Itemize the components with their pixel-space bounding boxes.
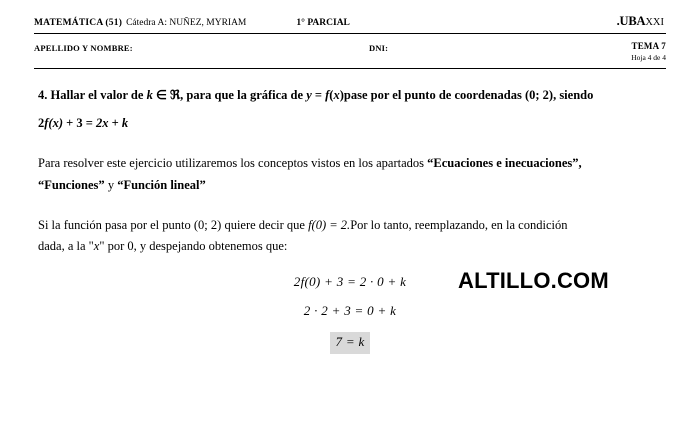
explanation-1-pre: Para resolver este ejercicio utilizaremos los conceptos vistos en los apartados <box>38 155 428 170</box>
explanation-2-line2-post: " por 0, y despejando obtenemos que: <box>99 239 288 254</box>
equation-line-1: 2f(0) + 3 = 2 · 0 + k <box>293 274 407 290</box>
tema-block <box>631 41 666 62</box>
logo-dot: . <box>616 14 620 28</box>
question-statement <box>38 84 662 107</box>
question-equals: = <box>314 88 322 102</box>
header-divider-top <box>34 33 666 34</box>
question-text-4: , siendo <box>553 88 594 102</box>
question-paren-open: ( <box>329 88 334 102</box>
cond-func-f: f <box>44 115 49 130</box>
parcial-label: 1° PARCIAL <box>296 18 350 28</box>
question-var-y: y <box>306 88 312 102</box>
question-func-f: f <box>325 88 330 102</box>
catedra-label: Cátedra A: NUÑEZ, MYRIAM <box>126 18 247 28</box>
explanation-1-mid: y <box>104 177 118 192</box>
apellido-label: APELLIDO Y NOMBRE: <box>34 43 133 53</box>
question-text-2: , para que la gráfica de <box>180 88 304 102</box>
explanation-2-line2-pre: dada, a la " <box>38 239 94 254</box>
hoja-label: Hoja 4 de 4 <box>631 53 666 62</box>
equation-line-2: 2 · 2 + 3 = 0 + k <box>303 303 397 319</box>
question-paren-close: ) <box>339 88 344 102</box>
topic-ecuaciones: “Ecuaciones e inecuaciones”, <box>427 155 582 170</box>
cond-two-x: 2x <box>96 115 109 130</box>
explanation-paragraph-1 <box>38 153 662 197</box>
logo-uba-text: UBA <box>619 14 646 28</box>
question-condition-line <box>38 113 662 135</box>
cond-k: k <box>121 115 129 130</box>
header-top-row <box>34 14 666 30</box>
header-divider-bottom <box>34 68 666 69</box>
cond-plus-three-equals: + 3 = <box>66 115 93 130</box>
question-text-1: Hallar el valor de <box>50 88 144 102</box>
equation-result-highlighted: 7 = k <box>330 332 369 354</box>
explanation-2-line2-x: x <box>93 239 100 254</box>
explanation-2-mid: quiere decir que <box>221 217 309 232</box>
equation-line-3-wrapper <box>38 332 662 354</box>
explanation-2-f0: f(0) = 2. <box>308 217 351 232</box>
explanation-2-point: (0; 2) <box>193 217 222 232</box>
question-reals-symbol: ℜ <box>169 87 181 102</box>
altillo-watermark: ALTILLO.COM <box>458 268 609 293</box>
logo-xxi-text: XXI <box>645 17 664 28</box>
topic-funcion-lineal: “Función lineal” <box>117 177 206 192</box>
question-in-symbol: ∈ <box>155 88 167 102</box>
cond-coef-2: 2 <box>38 115 45 130</box>
tema-label: TEMA 7 <box>631 41 666 51</box>
question-text-3: pase por el punto de coordenadas <box>343 88 522 102</box>
question-number: 4. <box>38 88 48 102</box>
topic-funciones: “Funciones” <box>38 177 105 192</box>
uba-xxi-logo <box>617 14 666 29</box>
document-header <box>34 14 666 30</box>
explanation-2-post: Por lo tanto, reemplazando, en la condición <box>350 217 568 232</box>
dni-label: DNI: <box>369 43 389 53</box>
question-var-k: k <box>146 88 153 102</box>
question-var-x: x <box>333 88 340 102</box>
cond-plus: + <box>111 115 119 130</box>
subject-label: MATEMÁTICA (51) <box>34 18 123 28</box>
header-bottom-row <box>34 41 666 65</box>
cond-arg-x: (x) <box>48 115 63 130</box>
document-body <box>38 84 662 354</box>
explanation-2-pre: Si la función pasa por el punto <box>38 217 194 232</box>
question-point: (0; 2) <box>524 88 554 102</box>
explanation-paragraph-2 <box>38 215 662 259</box>
